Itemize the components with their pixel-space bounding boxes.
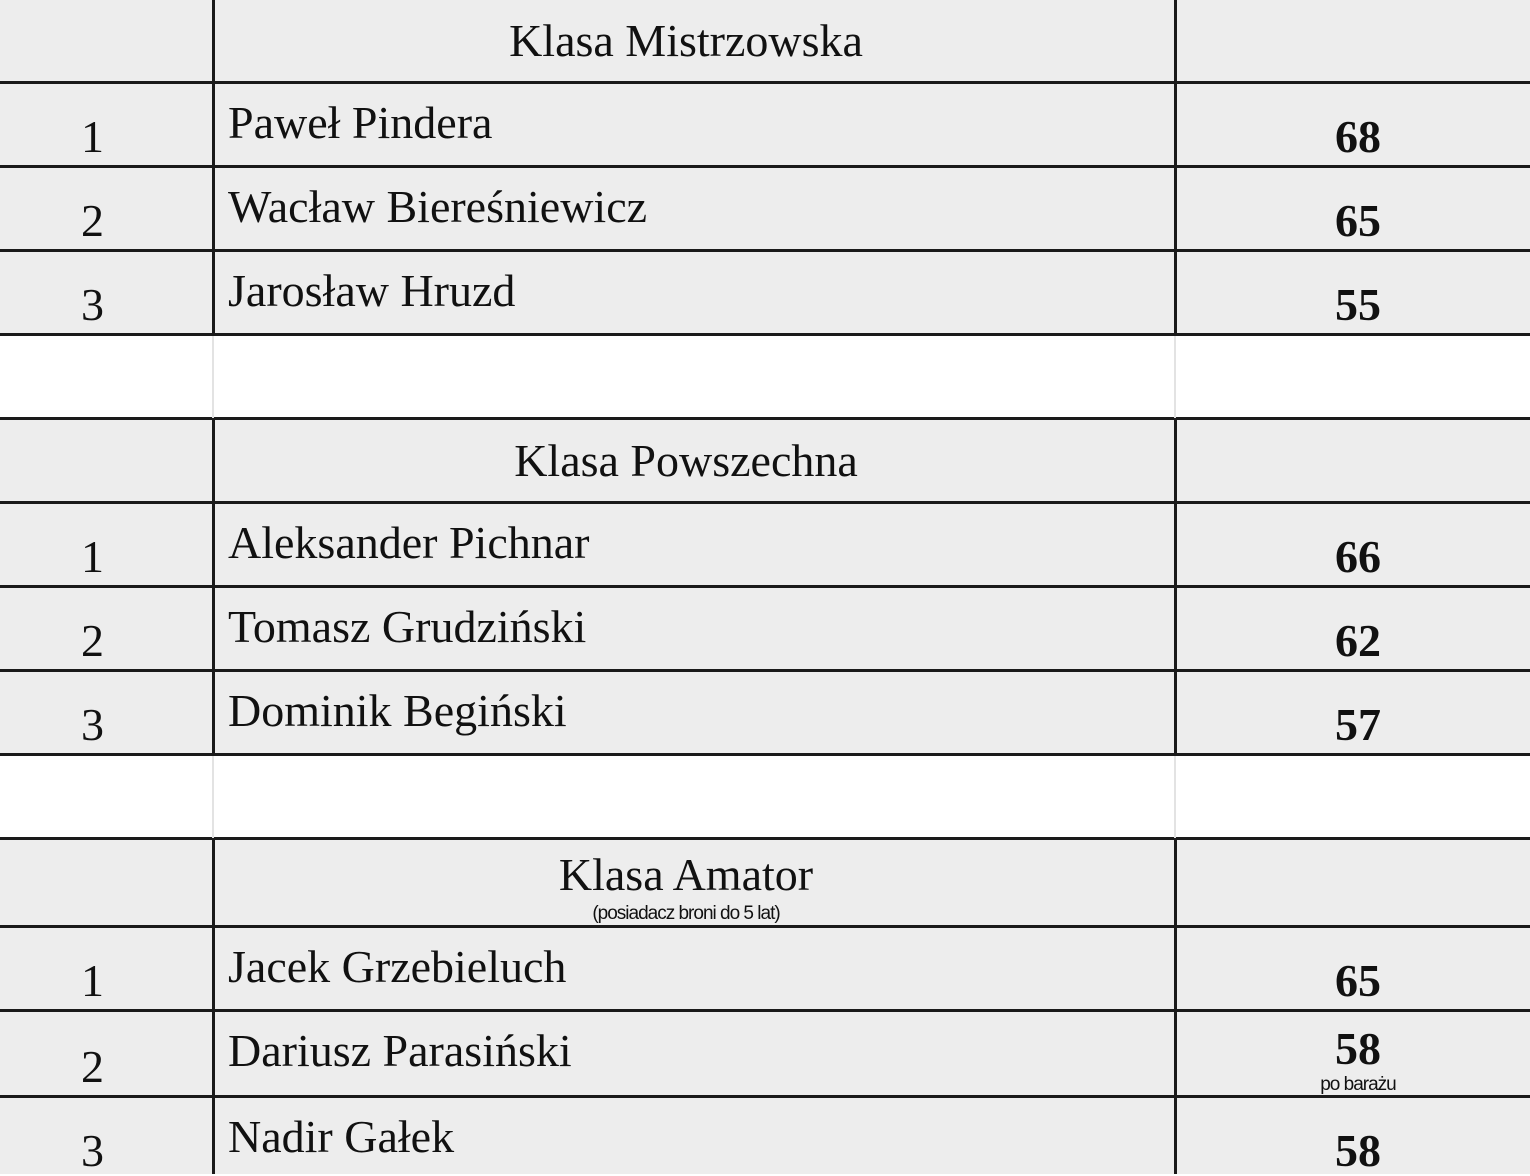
rank-cell <box>0 672 213 754</box>
grid-line <box>0 925 1530 928</box>
table-row <box>0 672 1530 754</box>
rank-cell <box>0 84 213 166</box>
competitor-name: Tomasz Grudziński <box>228 601 587 652</box>
name-cell <box>216 1098 1175 1174</box>
name-cell <box>216 672 1175 754</box>
grid-line <box>1174 838 1177 1174</box>
score-cell <box>1178 1012 1530 1096</box>
table-row <box>0 504 1530 586</box>
score-cell <box>1178 504 1530 586</box>
class-title-cell <box>216 0 1175 82</box>
grid-line <box>0 837 1530 840</box>
score: 55 <box>1335 279 1381 330</box>
score-cell <box>1178 588 1530 670</box>
rank-cell <box>0 504 213 586</box>
rank: 2 <box>81 615 104 666</box>
rank: 1 <box>81 955 104 1006</box>
class-title-cell <box>216 840 1175 926</box>
grid-line <box>0 1095 1530 1098</box>
class-title: Klasa Mistrzowska <box>509 15 863 66</box>
grid-line <box>0 669 1530 672</box>
rank: 1 <box>81 111 104 162</box>
grid-line <box>0 81 1530 84</box>
rank: 3 <box>81 279 104 330</box>
score: 57 <box>1335 699 1381 750</box>
score-cell <box>1178 928 1530 1010</box>
name-cell <box>216 588 1175 670</box>
rank-header-cell <box>0 0 213 82</box>
section-header-row <box>0 420 1530 502</box>
rank: 2 <box>81 1041 104 1092</box>
score-cell <box>1178 1098 1530 1174</box>
score-cell <box>1178 84 1530 166</box>
grid-line <box>212 336 214 418</box>
grid-line <box>1174 418 1177 756</box>
spacer-row <box>0 756 1530 838</box>
grid-line <box>212 838 215 1174</box>
grid-line <box>0 417 1530 420</box>
grid-line <box>0 1009 1530 1012</box>
score: 65 <box>1335 195 1381 246</box>
competitor-name: Aleksander Pichnar <box>228 517 590 568</box>
name-cell <box>216 168 1175 250</box>
section-header-row <box>0 0 1530 82</box>
rank-header-cell <box>0 420 213 502</box>
grid-line <box>0 249 1530 252</box>
rank: 2 <box>81 195 104 246</box>
table-row <box>0 1012 1530 1096</box>
grid-line <box>0 501 1530 504</box>
table-row <box>0 84 1530 166</box>
competitor-name: Dariusz Parasiński <box>228 1025 572 1076</box>
rank-cell <box>0 252 213 334</box>
table-row <box>0 588 1530 670</box>
grid-line <box>1174 756 1176 838</box>
rank-cell <box>0 1012 213 1096</box>
rank-cell <box>0 928 213 1010</box>
name-cell <box>216 1012 1175 1096</box>
competitor-name: Dominik Begiński <box>228 685 567 736</box>
competitor-name: Wacław Biereśniewicz <box>228 181 648 232</box>
score: 68 <box>1335 111 1381 162</box>
name-cell <box>216 84 1175 166</box>
table-row <box>0 168 1530 250</box>
class-subtitle: (posiadacz broni do 5 lat) <box>592 903 780 924</box>
table-row <box>0 252 1530 334</box>
grid-line <box>0 585 1530 588</box>
class-title: Klasa Amator <box>558 849 814 900</box>
rank-header-cell <box>0 840 213 926</box>
rank-cell <box>0 168 213 250</box>
rank: 3 <box>81 1125 104 1176</box>
grid-line <box>0 333 1530 336</box>
score: 58 <box>1335 1023 1381 1074</box>
competitor-name: Nadir Gałek <box>228 1111 455 1162</box>
score: 65 <box>1335 955 1381 1006</box>
grid-line <box>1174 336 1176 418</box>
grid-line <box>0 753 1530 756</box>
name-cell <box>216 504 1175 586</box>
grid-line <box>1174 0 1177 336</box>
section-header-row <box>0 840 1530 926</box>
competitor-name: Jacek Grzebieluch <box>228 941 567 992</box>
score-cell <box>1178 672 1530 754</box>
score: 58 <box>1335 1125 1381 1176</box>
rank: 1 <box>81 531 104 582</box>
competitor-name: Paweł Pindera <box>228 97 493 148</box>
rank: 3 <box>81 699 104 750</box>
class-title: Klasa Powszechna <box>514 435 858 486</box>
table-row <box>0 1098 1530 1174</box>
score: 62 <box>1335 615 1381 666</box>
score-cell <box>1178 252 1530 334</box>
grid-line <box>212 0 215 336</box>
score-cell <box>1178 168 1530 250</box>
score-note: po barażu <box>1320 1074 1396 1095</box>
grid-line <box>0 165 1530 168</box>
score: 66 <box>1335 531 1381 582</box>
score-header-cell <box>1178 420 1530 502</box>
table-row <box>0 928 1530 1010</box>
score-header-cell <box>1178 0 1530 82</box>
grid-line <box>212 418 215 756</box>
rank-cell <box>0 588 213 670</box>
name-cell <box>216 928 1175 1010</box>
spacer-row <box>0 336 1530 418</box>
rank-cell <box>0 1098 213 1174</box>
name-cell <box>216 252 1175 334</box>
competitor-name: Jarosław Hruzd <box>228 265 516 316</box>
grid-line <box>212 756 214 838</box>
class-title-cell <box>216 420 1175 502</box>
score-header-cell <box>1178 840 1530 926</box>
